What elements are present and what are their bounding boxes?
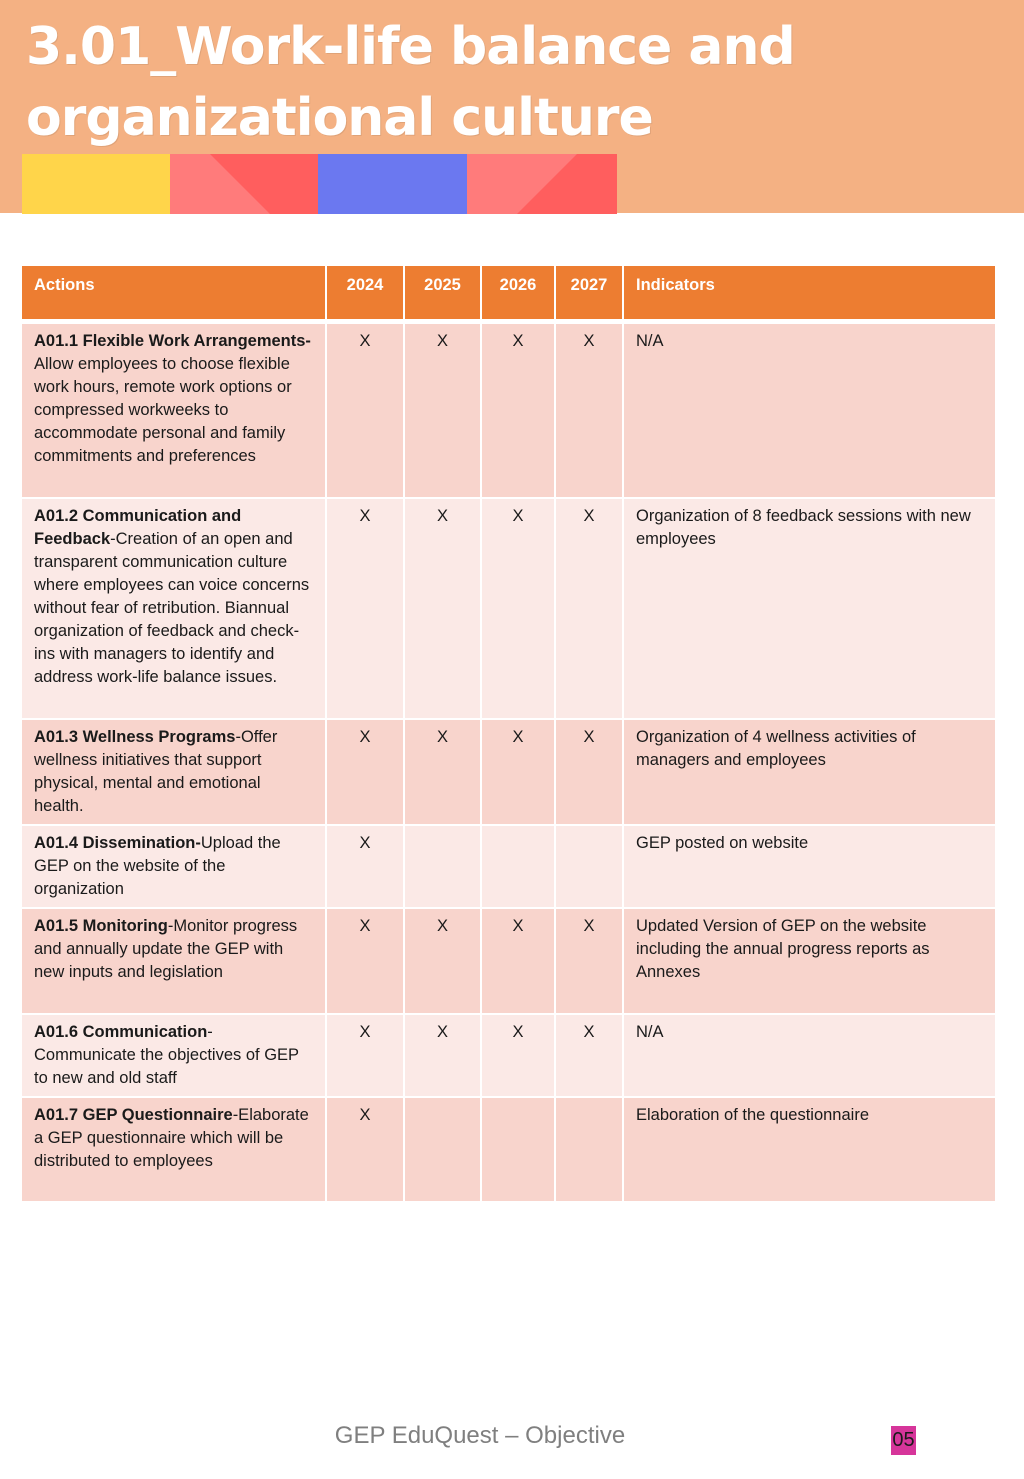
year-2025-cell: X	[405, 499, 482, 720]
action-title: A01.2 Communication and Feedback	[34, 507, 242, 548]
table-row	[22, 324, 995, 499]
page-title	[26, 12, 926, 154]
year-2025-cell: X	[405, 720, 482, 826]
year-2027-cell: X	[556, 1015, 624, 1098]
footer-text: GEP EduQuest – Objective	[334, 1422, 626, 1449]
table-row	[22, 720, 995, 826]
table-row	[22, 826, 995, 909]
year-2027-cell: X	[556, 720, 624, 826]
page-title-line-2: organizational culture	[26, 88, 653, 148]
year-2025-cell: X	[405, 324, 482, 499]
action-title: A01.1 Flexible Work Arrangements-	[34, 332, 311, 350]
year-2025-cell	[405, 1098, 482, 1203]
year-2026-cell: X	[482, 909, 556, 1015]
indicator-cell: GEP posted on website	[624, 826, 995, 909]
action-plan-table	[22, 266, 995, 1203]
table-row	[22, 909, 995, 1015]
action-description: -Communicate the objectives of GEP to new and old staff	[34, 1023, 299, 1087]
indicator-cell: Updated Version of GEP on the website including the annual progress reports as Annexes	[624, 909, 995, 1015]
action-cell	[22, 324, 327, 499]
action-description: -Offer wellness initiatives that support physical, mental and emotional health.	[34, 728, 278, 815]
action-description: Allow employees to choose flexible work hours, remote work options or compressed workweeks to accommodate personal and family commitments and preferences	[34, 355, 292, 465]
action-description: -Elaborate a GEP questionnaire which will be distributed to employees	[34, 1106, 309, 1170]
year-2024-cell: X	[327, 1015, 405, 1098]
action-title: A01.3 Wellness Programs	[34, 728, 236, 746]
year-2027-cell	[556, 826, 624, 909]
column-header-2027: 2027	[556, 266, 624, 324]
year-2027-cell: X	[556, 909, 624, 1015]
action-description: -Creation of an open and transparent communication culture where employees can voice concerns without fear of retribution. Biannual organization of feedback and check-ins with managers to identify and address work-life balance issues.	[34, 530, 310, 686]
action-cell	[22, 826, 327, 909]
year-2026-cell: X	[482, 324, 556, 499]
year-2027-cell: X	[556, 324, 624, 499]
action-cell	[22, 1098, 327, 1203]
year-2025-cell: X	[405, 909, 482, 1015]
page-number-badge: 05	[891, 1426, 916, 1455]
table-row	[22, 1015, 995, 1098]
action-description: -Monitor progress and annually update the GEP with new inputs and legislation	[34, 917, 298, 981]
year-2024-cell: X	[327, 826, 405, 909]
indicator-cell: Organization of 4 wellness activities of managers and employees	[624, 720, 995, 826]
action-description: Upload the GEP on the website of the organization	[34, 834, 281, 898]
year-2027-cell	[556, 1098, 624, 1203]
column-header-actions: Actions	[22, 266, 327, 324]
action-cell	[22, 499, 327, 720]
yellow-block	[22, 154, 170, 214]
indicator-cell: Organization of 8 feedback sessions with new employees	[624, 499, 995, 720]
column-header-2025: 2025	[405, 266, 482, 324]
year-2026-cell: X	[482, 720, 556, 826]
action-cell	[22, 1015, 327, 1098]
action-title: A01.5 Monitoring	[34, 917, 168, 935]
action-title: A01.6 Communication	[34, 1023, 208, 1041]
coral-triangle-block	[170, 154, 318, 214]
year-2026-cell: X	[482, 499, 556, 720]
column-header-2026: 2026	[482, 266, 556, 324]
year-2026-cell	[482, 1098, 556, 1203]
action-title: A01.7 GEP Questionnaire	[34, 1106, 233, 1124]
year-2027-cell: X	[556, 499, 624, 720]
page-header	[0, 0, 1024, 213]
column-header-2024: 2024	[327, 266, 405, 324]
year-2025-cell: X	[405, 1015, 482, 1098]
year-2025-cell	[405, 826, 482, 909]
year-2024-cell: X	[327, 909, 405, 1015]
action-title: A01.4 Dissemination-	[34, 834, 201, 852]
table-header-row	[22, 266, 995, 324]
table-row	[22, 499, 995, 720]
year-2026-cell: X	[482, 1015, 556, 1098]
action-cell	[22, 909, 327, 1015]
coral-diagonal-block	[467, 154, 617, 214]
blue-block	[318, 154, 467, 214]
indicator-cell: N/A	[624, 324, 995, 499]
column-header-indicators: Indicators	[624, 266, 995, 324]
year-2024-cell: X	[327, 1098, 405, 1203]
indicator-cell: Elaboration of the questionnaire	[624, 1098, 995, 1203]
year-2024-cell: X	[327, 324, 405, 499]
year-2026-cell	[482, 826, 556, 909]
year-2024-cell: X	[327, 720, 405, 826]
action-cell	[22, 720, 327, 826]
decorative-color-blocks	[22, 154, 617, 214]
page-title-line-1: 3.01_Work-life balance and	[26, 17, 795, 77]
year-2024-cell: X	[327, 499, 405, 720]
table-row	[22, 1098, 995, 1203]
indicator-cell: N/A	[624, 1015, 995, 1098]
